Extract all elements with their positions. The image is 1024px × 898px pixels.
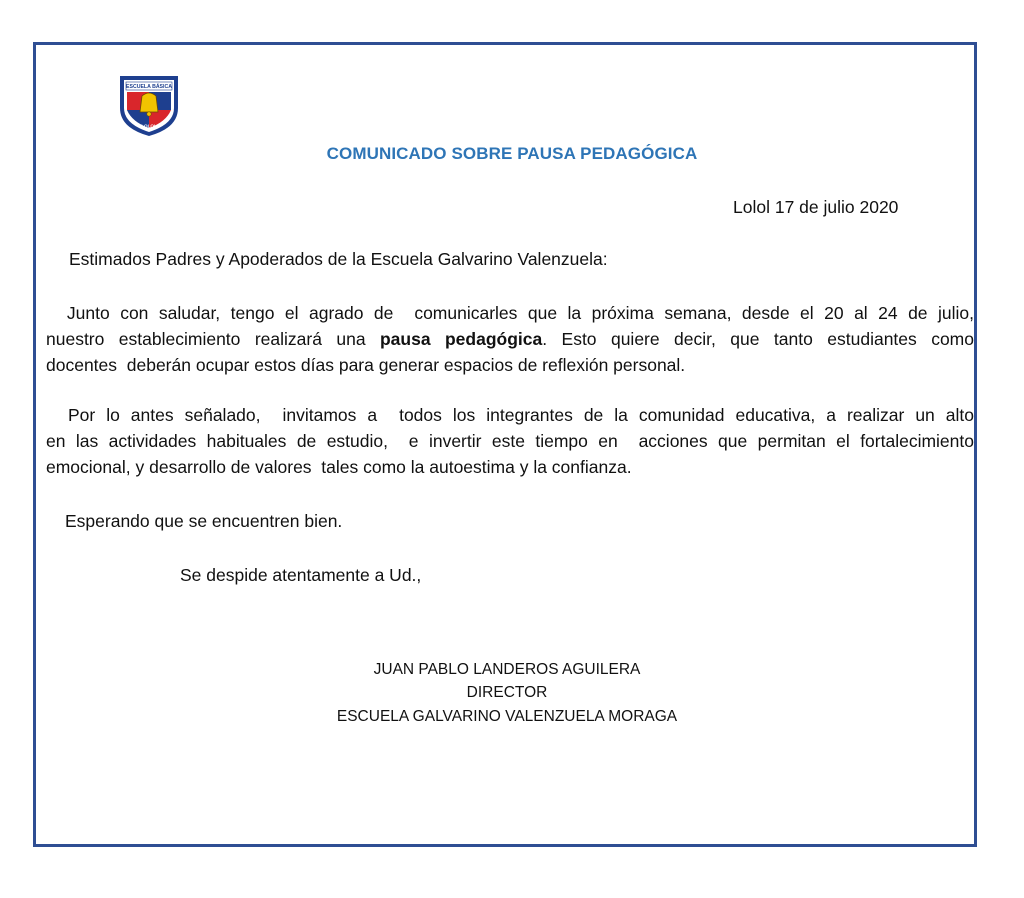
paragraph-1-line-2-end: . Esto quiere decir, que tanto estudiantes como xyxy=(542,329,974,349)
paragraph-1 xyxy=(46,300,974,378)
farewell-line: Se despide atentamente a Ud., xyxy=(180,565,422,585)
paragraph-2 xyxy=(46,402,974,480)
closing-line: Esperando que se encuentren bien. xyxy=(65,511,343,531)
paragraph-1-bold-phrase: pausa pedagógica xyxy=(379,329,543,349)
paragraph-2-line-3: emocional, y desarrollo de valores tales como la autoestima y la confianza. xyxy=(46,457,632,477)
logo-text-bottom: LOLOL xyxy=(141,123,157,129)
paragraph-1-line-1: Junto con saludar, tengo el agrado de comunicarles que la próxima semana, desde el 20 al 24 de julio, xyxy=(46,303,974,323)
document-title: COMUNICADO SOBRE PAUSA PEDAGÓGICA xyxy=(326,144,698,163)
greeting: Estimados Padres y Apoderados de la Escuela Galvarino Valenzuela: xyxy=(69,249,608,269)
logo-text-top: ESCUELA BÁSICA xyxy=(126,84,172,91)
paragraph-2-line-2: en las actividades habituales de estudio, e invertir este tiempo en acciones que permitan el fortalecimiento xyxy=(46,431,974,451)
paragraph-1-line-2 xyxy=(46,326,974,352)
school-crest-logo xyxy=(114,70,184,140)
paragraph-1-line-2-start: nuestro establecimiento realizará una xyxy=(46,329,380,349)
document-date: Lolol 17 de julio 2020 xyxy=(733,197,899,217)
paragraph-1-line-3: docentes deberán ocupar estos días para generar espacios de reflexión personal. xyxy=(46,355,686,375)
signature-role: DIRECTOR xyxy=(466,684,548,701)
signature-school: ESCUELA GALVARINO VALENZUELA MORAGA xyxy=(336,708,678,725)
signature-name: JUAN PABLO LANDEROS AGUILERA xyxy=(373,661,641,678)
paragraph-2-line-1: Por lo antes señalado, invitamos a todos los integrantes de la comunidad educativa, a realizar un alto xyxy=(46,405,974,425)
